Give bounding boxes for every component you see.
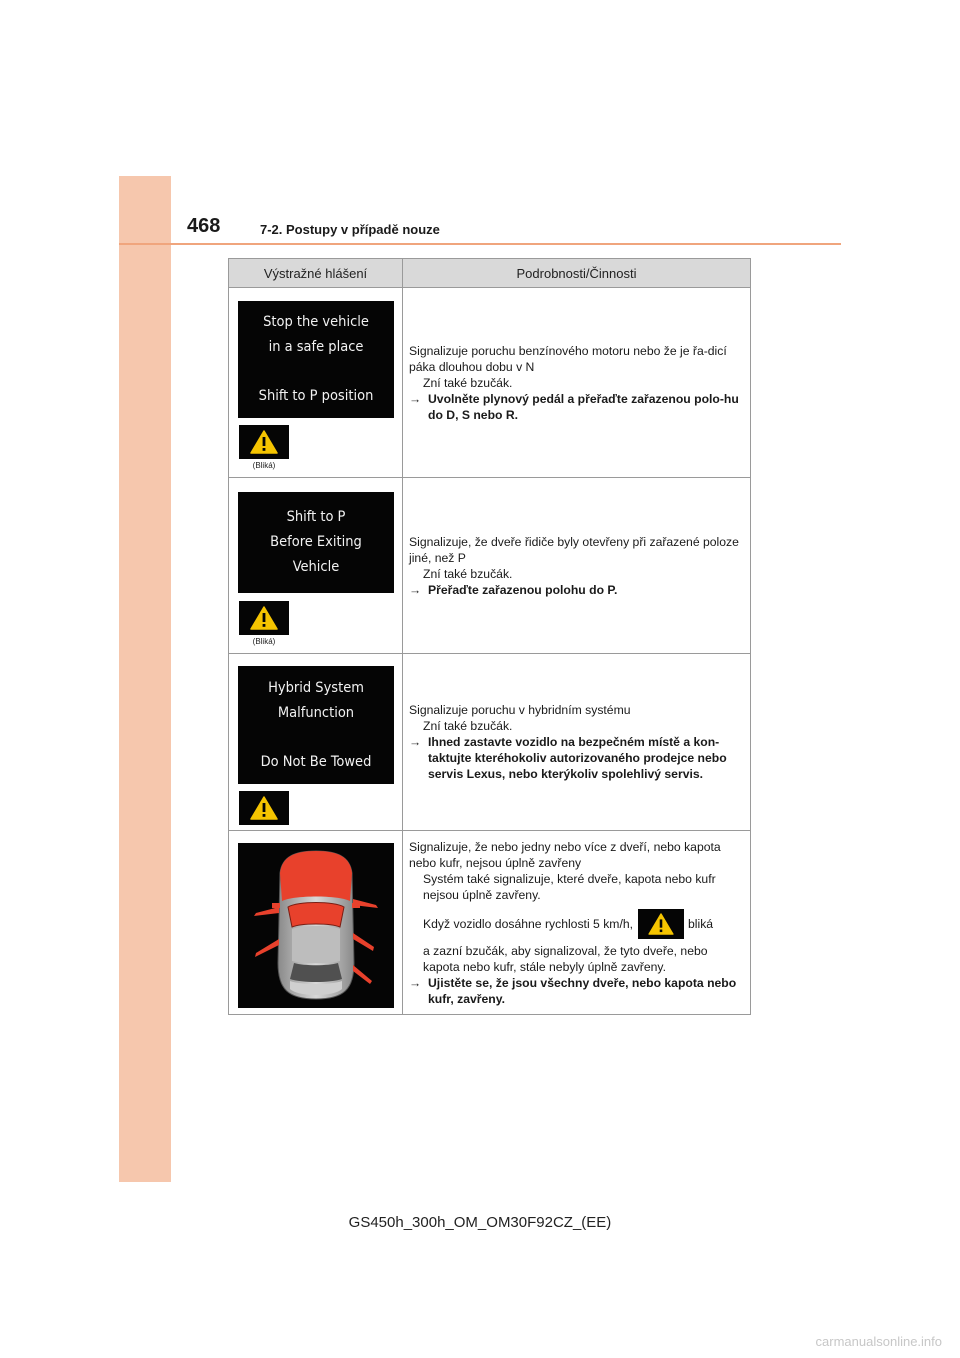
action-text: → Přeřaďte zařazenou polohu do P. xyxy=(409,582,618,597)
display-line: Do Not Be Towed xyxy=(260,753,372,770)
warning-triangle-icon xyxy=(638,909,684,939)
display-line: in a safe place xyxy=(268,339,364,355)
details-cell xyxy=(403,831,751,1015)
description-text: Signalizuje poruchu benzínového motoru nebo že je řa-dicí páka dlouhou dobu v N xyxy=(409,343,727,374)
message-cell xyxy=(229,831,403,1015)
display-line: Stop the vehicle xyxy=(263,314,369,330)
table-row xyxy=(229,654,751,831)
display-line: Shift to P position xyxy=(258,388,374,404)
warning-triangle-icon xyxy=(239,425,289,459)
column-header-message: Výstražné hlášení xyxy=(229,259,403,288)
action-text: → Ihned zastavte vozidlo na bezpečném místě a kon-taktujte kteréhokoliv autorizovaného prodejce nebo servis Lexus, nebo kterýkoliv spolehlivý servis. xyxy=(409,735,727,781)
arrow-icon: → xyxy=(409,582,422,597)
table-row xyxy=(229,288,751,478)
arrow-icon: → xyxy=(409,735,422,749)
warning-triangle-icon xyxy=(239,601,289,635)
message-display xyxy=(238,666,394,784)
blink-caption: (Bliká) xyxy=(252,637,276,646)
note-text: Zní také bzučák. xyxy=(423,566,513,581)
action-text: → Uvolněte plynový pedál a přeřaďte zařazenou polo-hu do D, S nebo R. xyxy=(409,391,739,422)
speed-text-before: Když vozidlo dosáhne rychlosti 5 km/h, xyxy=(423,916,633,931)
table-header-row xyxy=(229,259,751,288)
page-number: 468 xyxy=(187,215,221,237)
warning-messages-table xyxy=(228,258,751,1015)
column-header-details: Podrobnosti/Činnosti xyxy=(403,259,751,288)
description-text: Signalizuje, že nebo jedny nebo více z dveří, nebo kapota nebo kufr, nejsou úplně zavřeny xyxy=(409,839,721,870)
note-text: Zní také bzučák. xyxy=(423,375,513,390)
message-display xyxy=(238,492,394,593)
message-cell xyxy=(229,654,403,831)
arrow-icon: → xyxy=(409,391,422,406)
details-cell xyxy=(403,654,751,831)
car-open-doors-icon xyxy=(238,843,394,1008)
message-cell xyxy=(229,288,403,478)
manual-code: GS450h_300h_OM_OM30F92CZ_(EE) xyxy=(348,1214,612,1231)
speed-warning-line xyxy=(409,909,744,939)
warning-triangle-icon xyxy=(239,791,289,825)
description-text: Signalizuje, že dveře řidiče byly otevřeny při zařazené poloze jiné, než P xyxy=(409,534,739,565)
message-display xyxy=(238,301,394,418)
watermark: carmanualsonline.info xyxy=(815,1334,942,1349)
display-line: Hybrid System xyxy=(268,679,364,696)
note-text: Systém také signalizuje, které dveře, kapota nebo kufr nejsou úplně zavřeny. xyxy=(423,871,716,902)
display-line: Before Exiting xyxy=(270,534,362,550)
speed-text-after: bliká xyxy=(688,916,714,931)
message-cell xyxy=(229,478,403,654)
description-text: Signalizuje poruchu v hybridním systému xyxy=(409,703,631,717)
arrow-icon: → xyxy=(409,975,422,990)
section-title: 7-2. Postupy v případě nouze xyxy=(260,222,440,237)
table-row xyxy=(229,831,751,1015)
note-text: Zní také bzučák. xyxy=(423,719,513,733)
action-text: → Ujistěte se, že jsou všechny dveře, nebo kapota nebo kufr, zavřeny. xyxy=(409,975,737,1006)
details-cell xyxy=(403,478,751,654)
note-text-2: a zazní bzučák, aby signalizoval, že tyto dveře, nebo kapota nebo kufr, stále nebyly úplně zavřeny. xyxy=(423,943,708,974)
display-line: Shift to P xyxy=(286,509,346,525)
display-line: Malfunction xyxy=(277,704,355,721)
chapter-sidebar xyxy=(119,176,171,1182)
header-rule xyxy=(119,243,841,245)
blink-caption: (Bliká) xyxy=(252,461,276,470)
table-row xyxy=(229,478,751,654)
details-cell xyxy=(403,288,751,478)
display-line: Vehicle xyxy=(292,559,340,575)
